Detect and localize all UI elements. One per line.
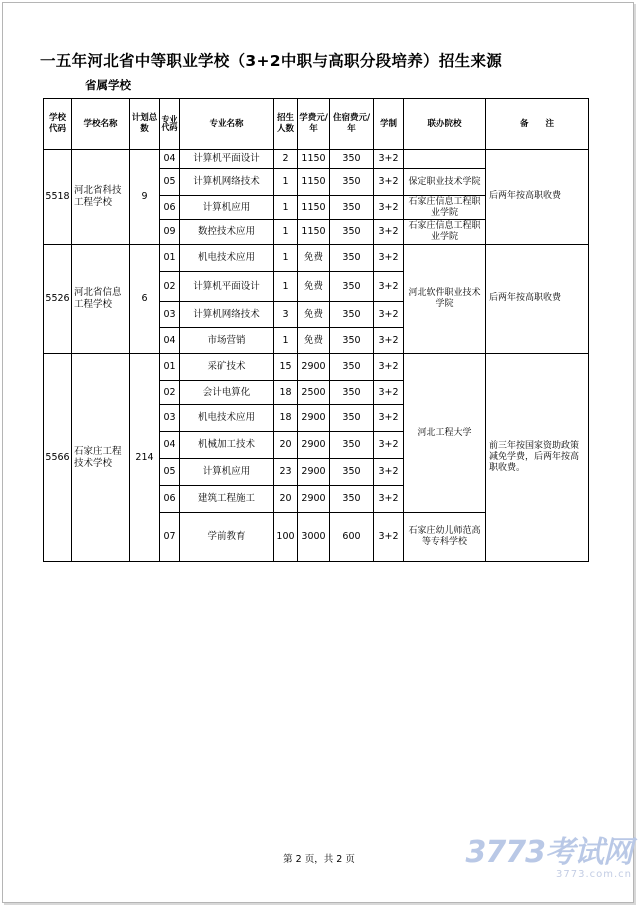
quota: 1 [274,196,298,220]
school-code: 5526 [44,245,72,354]
school-name: 河北省信息工程学校 [72,245,130,354]
header-code: 学校代码 [44,99,72,150]
quota: 18 [274,381,298,405]
header-note: 备 注 [486,99,589,150]
header-quota: 招生人数 [274,99,298,150]
tuition: 2900 [298,486,330,513]
lodging: 350 [330,169,374,196]
lodging: 600 [330,513,374,562]
header-school: 学校名称 [72,99,130,150]
major-name: 计算机应用 [180,196,274,220]
school-code: 5566 [44,354,72,562]
lodging: 350 [330,405,374,432]
quota: 20 [274,486,298,513]
major-name: 计算机平面设计 [180,272,274,302]
school-system: 3+2 [374,354,404,381]
quota: 1 [274,245,298,272]
school-name: 石家庄工程技术学校 [72,354,130,562]
quota: 20 [274,432,298,459]
header-row [44,99,589,150]
tuition: 3000 [298,513,330,562]
note: 后两年按高职收费 [486,245,589,354]
major-code: 03 [160,302,180,328]
school-system: 3+2 [374,328,404,354]
quota: 1 [274,328,298,354]
page-title: 一五年河北省中等职业学校（3+2中职与高职分段培养）招生来源 [40,52,503,70]
tuition: 2500 [298,381,330,405]
major-code: 01 [160,245,180,272]
partner-school: 河北软件职业技术学院 [404,245,486,354]
lodging: 350 [330,486,374,513]
major-name: 机械加工技术 [180,432,274,459]
partner-school: 石家庄幼儿师范高等专科学校 [404,513,486,562]
lodging: 350 [330,272,374,302]
school-system: 3+2 [374,169,404,196]
tuition: 1150 [298,196,330,220]
table-row [44,150,589,169]
header-total: 计划总数 [130,99,160,150]
plan-total: 214 [130,354,160,562]
lodging: 350 [330,328,374,354]
school-system: 3+2 [374,381,404,405]
partner-empty [404,150,486,169]
enrollment-table [43,98,589,562]
school-system: 3+2 [374,486,404,513]
partner-school: 河北工程大学 [404,354,486,513]
page-number: 第 2 页，共 2 页 [283,854,355,865]
lodging: 350 [330,245,374,272]
lodging: 350 [330,196,374,220]
major-code: 06 [160,486,180,513]
quota: 1 [274,169,298,196]
major-name: 计算机网络技术 [180,302,274,328]
major-code: 07 [160,513,180,562]
header-major: 专业名称 [180,99,274,150]
major-code: 02 [160,272,180,302]
major-name: 机电技术应用 [180,245,274,272]
tuition: 2900 [298,405,330,432]
major-code: 06 [160,196,180,220]
partner-school: 保定职业技术学院 [404,169,486,196]
school-system: 3+2 [374,245,404,272]
school-system: 3+2 [374,513,404,562]
major-code: 05 [160,459,180,486]
major-code: 04 [160,328,180,354]
school-system: 3+2 [374,432,404,459]
partner-school: 石家庄信息工程职业学院 [404,220,486,245]
quota: 1 [274,272,298,302]
major-code: 09 [160,220,180,245]
lodging: 350 [330,150,374,169]
tuition: 免费 [298,245,330,272]
quota: 15 [274,354,298,381]
school-system: 3+2 [374,220,404,245]
tuition: 1150 [298,220,330,245]
quota: 3 [274,302,298,328]
major-name: 建筑工程施工 [180,486,274,513]
watermark [462,835,632,880]
header-partner: 联办院校 [404,99,486,150]
major-name: 计算机网络技术 [180,169,274,196]
quota: 23 [274,459,298,486]
major-name: 数控技术应用 [180,220,274,245]
school-system: 3+2 [374,272,404,302]
major-code: 02 [160,381,180,405]
page-subtitle: 省属学校 [85,78,131,92]
school-system: 3+2 [374,302,404,328]
partner-school: 石家庄信息工程职业学院 [404,196,486,220]
header-lodging: 住宿费元/年 [330,99,374,150]
school-system: 3+2 [374,459,404,486]
table-row [44,245,589,272]
school-code: 5518 [44,150,72,245]
tuition: 免费 [298,328,330,354]
major-code: 01 [160,354,180,381]
lodging: 350 [330,459,374,486]
tuition: 免费 [298,272,330,302]
quota: 18 [274,405,298,432]
lodging: 350 [330,354,374,381]
note: 后两年按高职收费 [486,150,589,245]
major-code: 04 [160,150,180,169]
tuition: 2900 [298,459,330,486]
lodging: 350 [330,220,374,245]
school-system: 3+2 [374,150,404,169]
school-system: 3+2 [374,196,404,220]
lodging: 350 [330,432,374,459]
major-code: 03 [160,405,180,432]
major-name: 机电技术应用 [180,405,274,432]
quota: 100 [274,513,298,562]
tuition: 2900 [298,354,330,381]
major-name: 市场营销 [180,328,274,354]
quota: 1 [274,220,298,245]
tuition: 1150 [298,150,330,169]
tuition: 2900 [298,432,330,459]
tuition: 1150 [298,169,330,196]
header-system: 学制 [374,99,404,150]
major-name: 计算机应用 [180,459,274,486]
table-row [44,354,589,381]
tuition: 免费 [298,302,330,328]
major-name: 学前教育 [180,513,274,562]
school-name: 河北省科技工程学校 [72,150,130,245]
header-major-code: 专业代码 [160,99,180,150]
watermark-url: 3773.com.cn [556,869,632,880]
plan-total: 6 [130,245,160,354]
major-code: 05 [160,169,180,196]
major-name: 计算机平面设计 [180,150,274,169]
major-code: 04 [160,432,180,459]
note: 前三年按国家资助政策减免学费，后两年按高职收费。 [486,354,589,562]
major-name: 会计电算化 [180,381,274,405]
major-name: 采矿技术 [180,354,274,381]
watermark-logo: 3773考试网 [465,835,632,870]
lodging: 350 [330,302,374,328]
header-tuition: 学费元/年 [298,99,330,150]
quota: 2 [274,150,298,169]
lodging: 350 [330,381,374,405]
plan-total: 9 [130,150,160,245]
school-system: 3+2 [374,405,404,432]
